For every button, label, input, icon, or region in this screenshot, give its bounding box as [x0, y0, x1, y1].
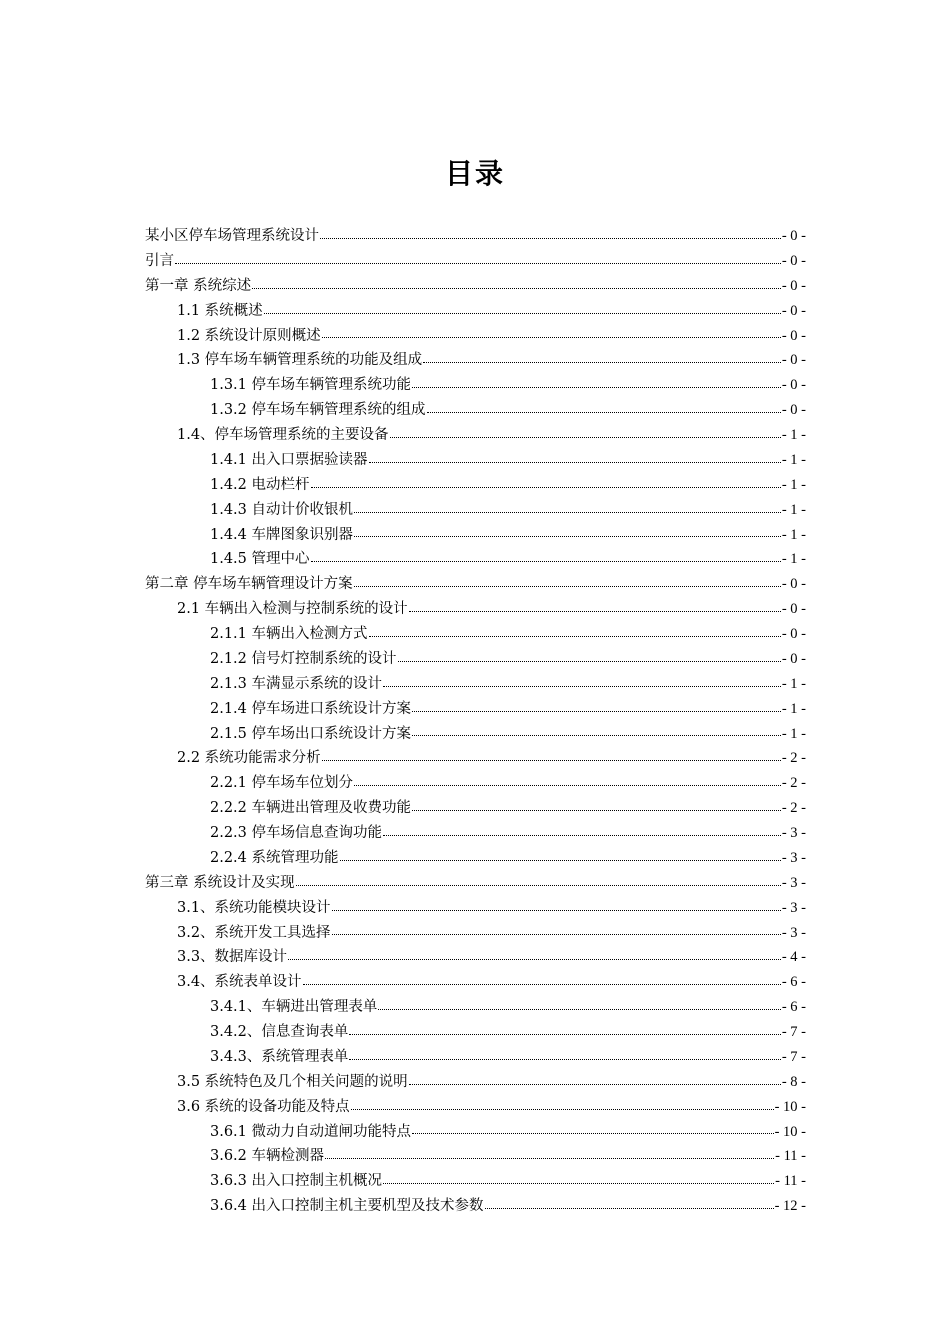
- toc-dot-leader: [398, 661, 781, 662]
- toc-entry[interactable]: [145, 398, 806, 423]
- toc-dot-leader: [340, 860, 781, 861]
- toc-entry[interactable]: [145, 547, 806, 572]
- toc-entry[interactable]: [145, 523, 806, 548]
- toc-entry-title: 3.4.3、系统管理表单: [210, 1048, 349, 1065]
- toc-entry-page-number: - 0 -: [781, 626, 806, 642]
- toc-entry[interactable]: [145, 871, 806, 896]
- toc-entry[interactable]: [145, 1095, 806, 1120]
- toc-dot-leader: [412, 810, 781, 811]
- toc-dot-leader: [322, 760, 781, 761]
- toc-dot-leader: [354, 512, 781, 513]
- table-of-contents: [145, 224, 806, 1219]
- toc-dot-leader: [378, 1009, 780, 1010]
- toc-dot-leader: [332, 910, 781, 911]
- toc-entry-page-number: - 1 -: [781, 451, 806, 468]
- toc-entry-page-number: - 1 -: [781, 551, 806, 568]
- toc-dot-leader: [390, 437, 781, 438]
- toc-entry-title: 1.4.1 出入口票据验读器: [210, 451, 368, 468]
- toc-dot-leader: [303, 984, 781, 985]
- toc-entry[interactable]: [145, 299, 806, 324]
- toc-dot-leader: [412, 1133, 774, 1134]
- toc-entry-page-number: - 8 -: [781, 1073, 806, 1090]
- toc-dot-leader: [369, 462, 781, 463]
- toc-dot-leader: [325, 1158, 774, 1159]
- toc-entry-page-number: - 2 -: [781, 750, 806, 767]
- toc-dot-leader: [354, 785, 781, 786]
- toc-entry-title: 1.3.1 停车场车辆管理系统功能: [210, 377, 412, 394]
- toc-entry-title: 2.1.1 车辆出入检测方式: [210, 626, 368, 642]
- toc-entry[interactable]: [145, 423, 806, 448]
- toc-dot-leader: [383, 1183, 774, 1184]
- toc-entry-page-number: - 7 -: [781, 1024, 806, 1040]
- toc-entry[interactable]: [145, 1169, 806, 1194]
- toc-entry[interactable]: [145, 796, 806, 821]
- toc-entry[interactable]: [145, 722, 806, 747]
- toc-entry[interactable]: [145, 373, 806, 398]
- toc-entry-title: 2.1.4 停车场进口系统设计方案: [210, 700, 412, 717]
- toc-entry-title: 2.2.3 停车场信息查询功能: [210, 825, 383, 841]
- toc-entry-page-number: - 1 -: [781, 725, 806, 742]
- toc-entry[interactable]: [145, 672, 806, 697]
- toc-dot-leader: [296, 885, 781, 886]
- toc-entry-title: 1.4.3 自动计价收银机: [210, 501, 354, 518]
- page-title: 目录: [444, 157, 505, 190]
- toc-entry-page-number: - 2 -: [781, 800, 806, 817]
- toc-entry[interactable]: [145, 995, 806, 1020]
- toc-entry[interactable]: [145, 224, 806, 249]
- toc-dot-leader: [412, 711, 781, 712]
- toc-entry-title: 第一章 系统综述: [145, 277, 252, 294]
- toc-dot-leader: [288, 959, 781, 960]
- toc-entry-title: 1.4.4 车牌图象识别器: [210, 526, 354, 543]
- toc-entry-page-number: - 0 -: [781, 252, 806, 269]
- toc-dot-leader: [383, 835, 781, 836]
- toc-dot-leader: [409, 1084, 781, 1085]
- toc-entry-title: 1.4.2 电动栏杆: [210, 476, 310, 493]
- toc-entry[interactable]: [145, 448, 806, 473]
- toc-entry[interactable]: [145, 697, 806, 722]
- toc-dot-leader: [412, 387, 781, 388]
- toc-entry-title: 2.2 系统功能需求分析: [177, 750, 321, 767]
- toc-dot-leader: [322, 337, 781, 338]
- toc-entry-title: 3.6.4 出入口控制主机主要机型及技术参数: [210, 1198, 484, 1215]
- toc-dot-leader: [349, 1034, 780, 1035]
- toc-entry-title: 1.3 停车场车辆管理系统的功能及组成: [177, 352, 423, 369]
- toc-dot-leader: [349, 1059, 780, 1060]
- toc-entry[interactable]: [145, 1045, 806, 1070]
- toc-entry-title: 3.6.3 出入口控制主机概况: [210, 1173, 383, 1190]
- toc-entry[interactable]: [145, 597, 806, 622]
- toc-entry-title: 2.1.3 车满显示系统的设计: [210, 675, 383, 692]
- toc-dot-leader: [264, 313, 781, 314]
- toc-entry-page-number: - 1 -: [781, 526, 806, 543]
- toc-entry-title: 2.2.4 系统管理功能: [210, 849, 339, 866]
- toc-entry[interactable]: [145, 846, 806, 871]
- toc-dot-leader: [354, 536, 781, 537]
- toc-entry-title: 某小区停车场管理系统设计: [145, 228, 319, 244]
- toc-entry-title: 1.4、停车场管理系统的主要设备: [177, 427, 389, 443]
- toc-entry[interactable]: [145, 473, 806, 498]
- toc-entry-page-number: - 1 -: [781, 501, 806, 518]
- toc-entry[interactable]: [145, 771, 806, 796]
- toc-entry-page-number: - 2 -: [781, 775, 806, 792]
- toc-dot-leader: [485, 1208, 774, 1209]
- toc-entry[interactable]: [145, 324, 806, 349]
- toc-entry-page-number: - 0 -: [781, 377, 806, 394]
- toc-entry-title: 3.3、数据库设计: [177, 949, 288, 966]
- toc-entry[interactable]: [145, 274, 806, 299]
- toc-entry-page-number: - 0 -: [781, 228, 806, 244]
- toc-entry-title: 2.1.5 停车场出口系统设计方案: [210, 725, 412, 742]
- toc-entry-page-number: - 1 -: [781, 476, 806, 493]
- toc-dot-leader: [320, 238, 781, 239]
- toc-entry-page-number: - 3 -: [781, 874, 806, 891]
- toc-entry-title: 3.5 系统特色及几个相关问题的说明: [177, 1073, 408, 1090]
- toc-entry-title: 第二章 停车场车辆管理设计方案: [145, 576, 353, 593]
- toc-entry-title: 2.1.2 信号灯控制系统的设计: [210, 650, 397, 667]
- toc-entry-title: 2.1 车辆出入检测与控制系统的设计: [177, 601, 408, 618]
- toc-entry-page-number: - 1 -: [781, 700, 806, 717]
- toc-entry-page-number: - 0 -: [781, 576, 806, 593]
- toc-dot-leader: [332, 934, 781, 935]
- toc-dot-leader: [423, 362, 781, 363]
- toc-entry-title: 2.2.2 车辆进出管理及收费功能: [210, 800, 412, 817]
- toc-entry-page-number: - 0 -: [781, 402, 806, 419]
- toc-entry[interactable]: [145, 945, 806, 970]
- toc-entry[interactable]: [145, 896, 806, 921]
- toc-entry-title: 第三章 系统设计及实现: [145, 874, 295, 891]
- toc-entry[interactable]: [145, 348, 806, 373]
- toc-entry[interactable]: [145, 921, 806, 946]
- toc-dot-leader: [409, 611, 781, 612]
- toc-dot-leader: [354, 586, 781, 587]
- toc-entry-title: 3.6.1 微动力自动道闸功能特点: [210, 1123, 412, 1140]
- toc-dot-leader: [311, 487, 781, 488]
- toc-entry-page-number: - 7 -: [781, 1048, 806, 1065]
- toc-entry-page-number: - 0 -: [781, 650, 806, 667]
- toc-entry-title: 1.4.5 管理中心: [210, 551, 310, 568]
- toc-entry[interactable]: [145, 498, 806, 523]
- toc-entry[interactable]: [145, 1144, 806, 1169]
- toc-entry[interactable]: [145, 622, 806, 647]
- toc-entry-title: 1.3.2 停车场车辆管理系统的组成: [210, 402, 426, 419]
- toc-entry-title: 1.1 系统概述: [177, 302, 263, 319]
- toc-entry[interactable]: [145, 1070, 806, 1095]
- toc-entry-page-number: - 10 -: [774, 1123, 806, 1140]
- toc-dot-leader: [311, 561, 781, 562]
- toc-entry[interactable]: [145, 1120, 806, 1145]
- toc-entry-page-number: - 3 -: [781, 849, 806, 866]
- toc-entry-page-number: - 12 -: [774, 1198, 806, 1215]
- toc-entry-page-number: - 11 -: [775, 1148, 806, 1165]
- toc-entry-title: 引言: [145, 252, 174, 269]
- toc-dot-leader: [412, 735, 781, 736]
- toc-entry[interactable]: [145, 1020, 806, 1045]
- toc-entry-page-number: - 6 -: [781, 974, 806, 991]
- toc-entry-title: 3.6 系统的设备功能及特点: [177, 1098, 350, 1115]
- toc-dot-leader: [351, 1109, 774, 1110]
- toc-entry-title: 2.2.1 停车场车位划分: [210, 775, 354, 792]
- toc-entry-page-number: - 11 -: [775, 1173, 806, 1190]
- toc-entry-page-number: - 0 -: [781, 327, 806, 344]
- toc-entry-page-number: - 10 -: [774, 1098, 806, 1115]
- toc-entry[interactable]: [145, 572, 806, 597]
- toc-entry-title: 3.2、系统开发工具选择: [177, 924, 331, 941]
- toc-entry-page-number: - 3 -: [781, 924, 806, 941]
- toc-entry[interactable]: [145, 970, 806, 995]
- toc-entry-title: 1.2 系统设计原则概述: [177, 327, 321, 344]
- toc-entry-page-number: - 4 -: [781, 949, 806, 966]
- toc-dot-leader: [369, 636, 781, 637]
- toc-dot-leader: [383, 686, 781, 687]
- toc-entry[interactable]: [145, 249, 806, 274]
- toc-entry-page-number: - 0 -: [781, 277, 806, 294]
- toc-entry-page-number: - 0 -: [781, 302, 806, 319]
- toc-dot-leader: [175, 263, 781, 264]
- toc-entry-title: 3.6.2 车辆检测器: [210, 1148, 325, 1165]
- toc-entry-title: 3.1、系统功能模块设计: [177, 899, 331, 916]
- toc-entry-title: 3.4.1、车辆进出管理表单: [210, 999, 378, 1016]
- toc-entry-page-number: - 6 -: [781, 999, 806, 1016]
- toc-entry-page-number: - 1 -: [781, 427, 806, 443]
- toc-entry-page-number: - 0 -: [781, 352, 806, 369]
- toc-dot-leader: [252, 288, 781, 289]
- toc-dot-leader: [427, 412, 781, 413]
- toc-entry[interactable]: [145, 647, 806, 672]
- toc-entry-page-number: - 3 -: [781, 899, 806, 916]
- toc-entry[interactable]: [145, 821, 806, 846]
- toc-entry[interactable]: [145, 746, 806, 771]
- toc-entry-page-number: - 1 -: [781, 675, 806, 692]
- toc-entry-title: 3.4、系统表单设计: [177, 974, 302, 991]
- toc-entry-page-number: - 3 -: [781, 825, 806, 841]
- toc-entry-title: 3.4.2、信息查询表单: [210, 1024, 349, 1040]
- toc-entry-page-number: - 0 -: [781, 601, 806, 618]
- toc-entry[interactable]: [145, 1194, 806, 1219]
